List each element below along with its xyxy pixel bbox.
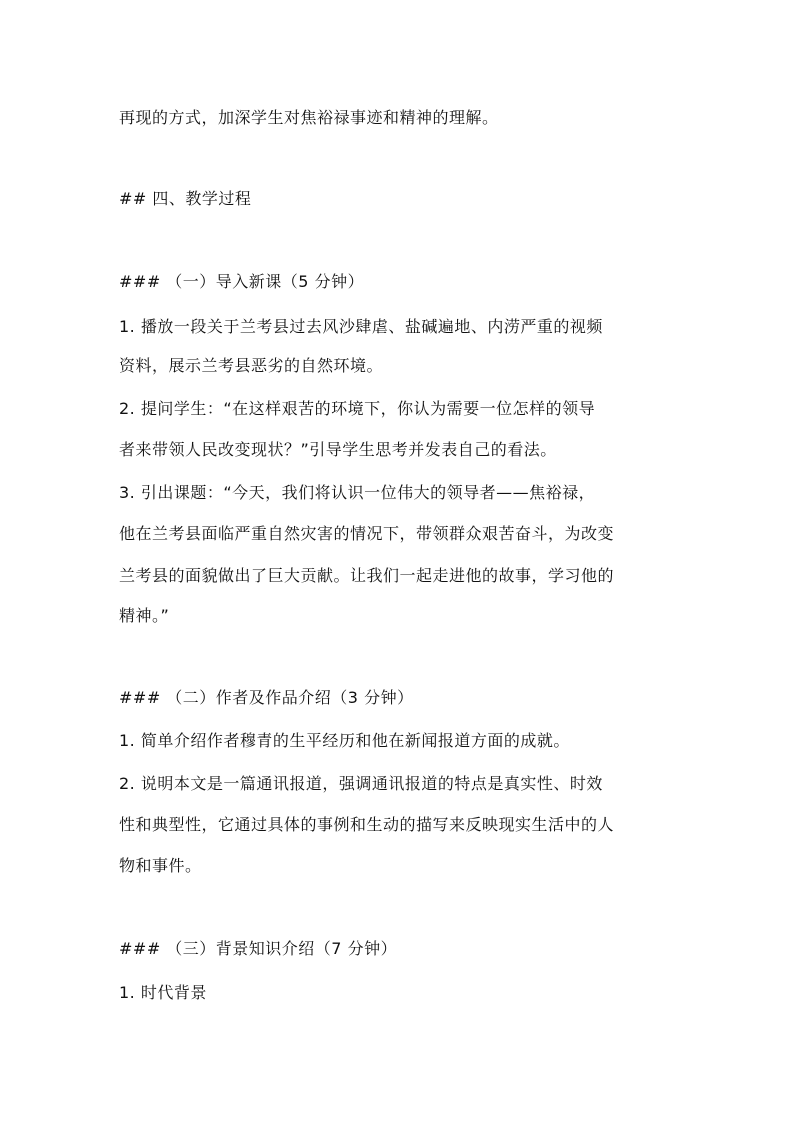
intro-tail-paragraph: 再现的方式，加深学生对焦裕禄事迹和精神的理解。 [119, 108, 499, 127]
section-heading: ## 四、教学过程 [119, 189, 252, 208]
paragraph-line: 资料，展示兰考县恶劣的自然环境。 [119, 356, 384, 375]
paragraph-line: 物和事件。 [119, 856, 202, 875]
paragraph-line: 精神。” [119, 606, 170, 625]
subsection-heading: ### （二）作者及作品介绍（3 分钟） [119, 688, 414, 707]
paragraph-line: 他在兰考县面临严重自然灾害的情况下，带领群众艰苦奋斗，为改变 [119, 524, 615, 543]
paragraph-line: 1. 播放一段关于兰考县过去风沙肆虐、盐碱遍地、内涝严重的视频 [119, 317, 603, 336]
paragraph-line: 者来带领人民改变现状？”引导学生思考并发表自己的看法。 [119, 440, 557, 459]
paragraph-line: 3. 引出课题：“今天，我们将认识一位伟大的领导者——焦裕禄， [119, 483, 596, 502]
paragraph-line: 1. 简单介绍作者穆青的生平经历和他在新闻报道方面的成就。 [119, 731, 570, 750]
paragraph-line: 兰考县的面貌做出了巨大贡献。让我们一起走进他的故事，学习他的 [119, 566, 615, 585]
paragraph-line: 1. 时代背景 [119, 983, 207, 1002]
paragraph-line: 2. 提问学生：“在这样艰苦的环境下，你认为需要一位怎样的领导 [119, 399, 596, 418]
subsection-heading: ### （一）导入新课（5 分钟） [119, 272, 365, 291]
paragraph-line: 2. 说明本文是一篇通讯报道，强调通讯报道的特点是真实性、时效 [119, 774, 603, 793]
subsection-heading: ### （三）背景知识介绍（7 分钟） [119, 939, 398, 958]
paragraph-line: 性和典型性，它通过具体的事例和生动的描写来反映现实生活中的人 [119, 815, 615, 834]
